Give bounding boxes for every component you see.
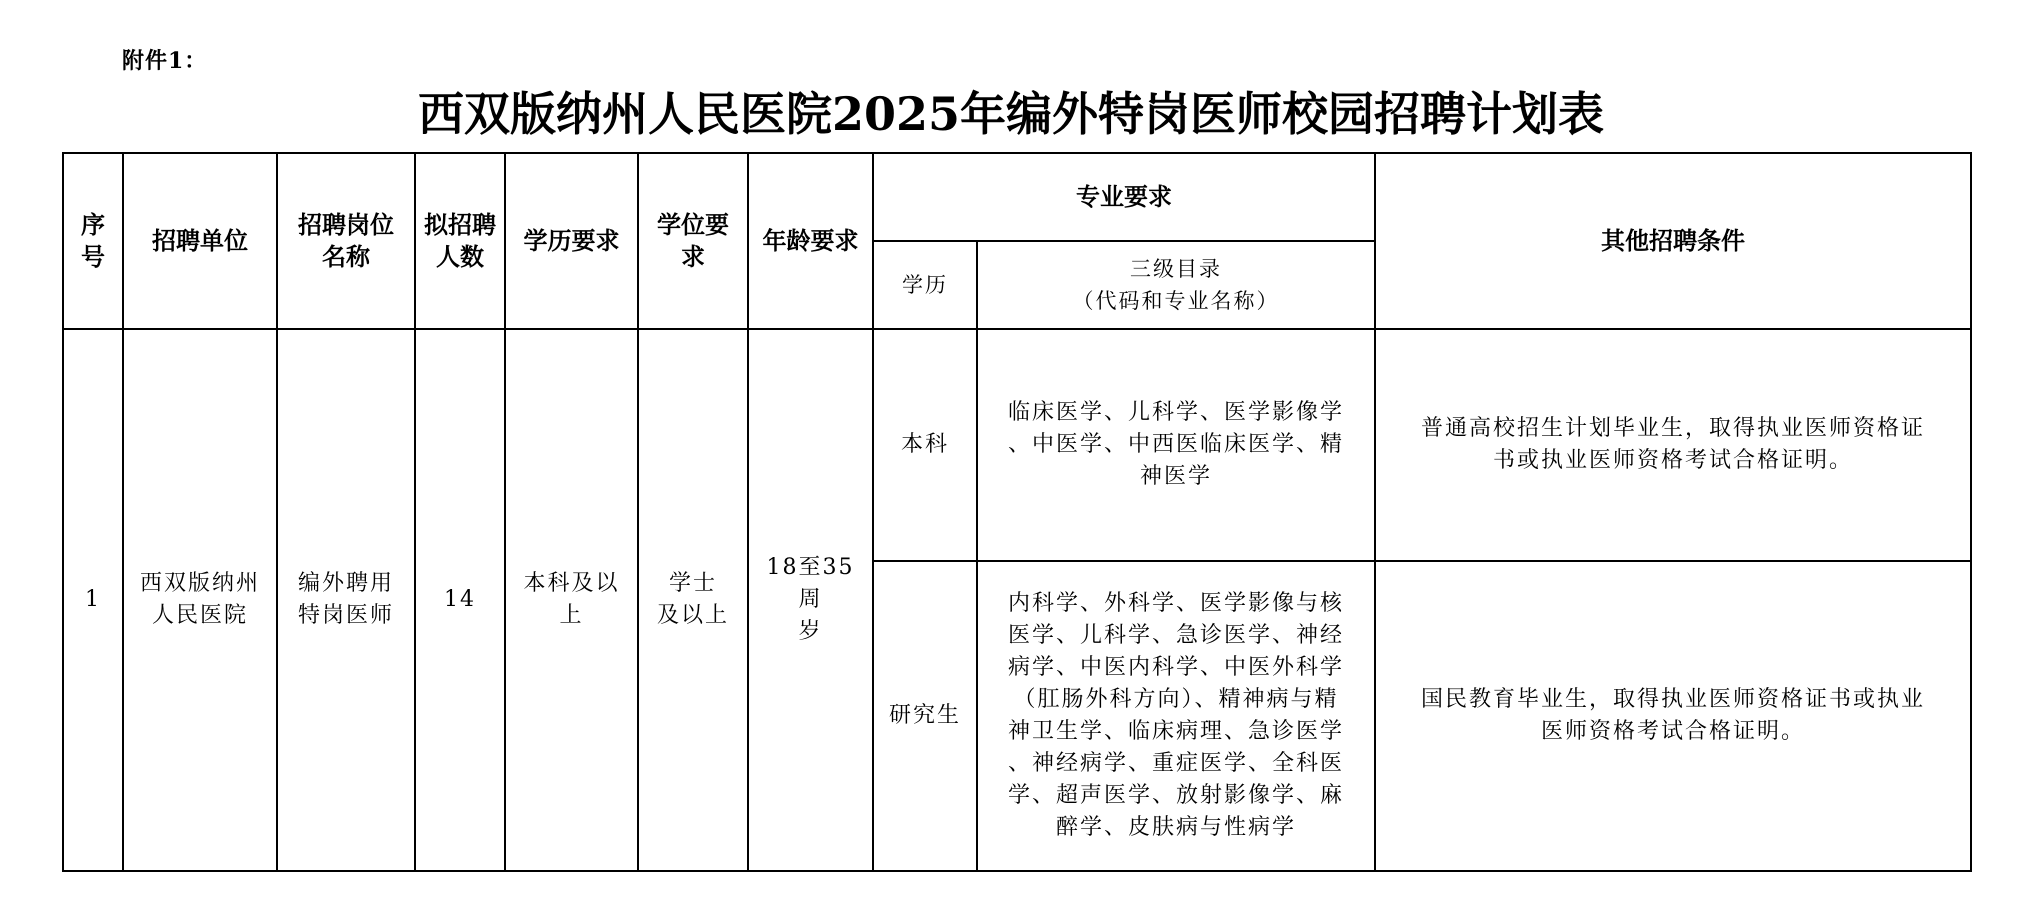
sub-row-major-postgrad <box>977 561 1375 871</box>
header-major-directory <box>977 241 1375 329</box>
major-line: 醉学、皮肤病与性病学 <box>1055 815 1296 840</box>
header-degree-line2: 求 <box>681 242 705 271</box>
header-seq-line2: 号 <box>81 242 105 271</box>
header-count-line1: 拟招聘 <box>424 210 496 239</box>
major-line: 神卫生学、临床病理、急诊医学 <box>1007 719 1344 744</box>
header-post-line2: 名称 <box>322 242 370 271</box>
row-education <box>505 329 638 871</box>
header-major-edu: 学历 <box>873 241 977 329</box>
header-major-directory-line2: （代码和专业名称） <box>1072 289 1280 313</box>
row-post-line2: 特岗医师 <box>297 603 394 628</box>
row-unit-line2: 人民医院 <box>151 603 248 628</box>
row-unit-line1: 西双版纳州 <box>139 571 260 596</box>
header-unit: 招聘单位 <box>123 153 277 329</box>
header-post-line1: 招聘岗位 <box>298 210 394 239</box>
row-education-line2: 上 <box>559 603 584 628</box>
header-seq-line1: 序 <box>81 210 105 239</box>
major-line: 临床医学、儿科学、医学影像学 <box>1007 400 1344 425</box>
row-count: 14 <box>415 329 505 871</box>
header-major: 专业要求 <box>873 153 1375 241</box>
header-count <box>415 153 505 329</box>
row-degree <box>638 329 748 871</box>
recruitment-plan-table <box>62 152 1972 872</box>
sub-row-other-postgrad <box>1375 561 1971 871</box>
major-line: 神医学 <box>1139 464 1212 489</box>
row-degree-line1: 学士 <box>668 571 717 596</box>
header-degree <box>638 153 748 329</box>
table-row <box>63 329 1971 561</box>
condition-line: 国民教育毕业生，取得执业医师资格证书或执业 <box>1420 687 1925 712</box>
row-age-line2: 岁 <box>798 619 823 644</box>
sub-row-major-undergrad <box>977 329 1375 561</box>
sub-row-edu-undergrad: 本科 <box>873 329 977 561</box>
condition-line: 普通高校招生计划毕业生，取得执业医师资格证 <box>1420 416 1925 441</box>
sub-row-edu-postgrad: 研究生 <box>873 561 977 871</box>
header-age: 年龄要求 <box>748 153 873 329</box>
condition-line: 书或执业医师资格考试合格证明。 <box>1492 448 1853 473</box>
page-title: 西双版纳州人民医院2025年编外特岗医师校园招聘计划表 <box>417 87 1605 141</box>
major-line: 、神经病学、重症医学、全科医 <box>1007 751 1344 776</box>
header-degree-line1: 学位要 <box>657 210 729 239</box>
row-seq: 1 <box>63 329 123 871</box>
major-line: 病学、中医内科学、中医外科学 <box>1007 655 1344 680</box>
row-post <box>277 329 415 871</box>
row-education-line1: 本科及以 <box>523 571 620 596</box>
row-age-line1: 18至35周 <box>766 555 855 612</box>
row-unit <box>123 329 277 871</box>
major-line: 学、超声医学、放射影像学、麻 <box>1007 783 1344 808</box>
row-post-line1: 编外聘用 <box>297 571 394 596</box>
condition-line: 医师资格考试合格证明。 <box>1540 719 1805 744</box>
sub-row-other-undergrad <box>1375 329 1971 561</box>
major-line: （肛肠外科方向）、精神病与精 <box>1013 687 1339 712</box>
major-line: 、中医学、中西医临床医学、精 <box>1007 432 1344 457</box>
header-row-1 <box>63 153 1971 241</box>
header-major-directory-line1: 三级目录 <box>1130 257 1222 281</box>
header-other: 其他招聘条件 <box>1375 153 1971 329</box>
row-age <box>748 329 873 871</box>
header-post <box>277 153 415 329</box>
header-count-line2: 人数 <box>436 242 484 271</box>
header-seq <box>63 153 123 329</box>
attachment-label: 附件1： <box>122 48 208 74</box>
header-education: 学历要求 <box>505 153 638 329</box>
major-line: 医学、儿科学、急诊医学、神经 <box>1007 623 1344 648</box>
row-degree-line2: 及以上 <box>656 603 729 628</box>
major-line: 内科学、外科学、医学影像与核 <box>1007 591 1344 616</box>
